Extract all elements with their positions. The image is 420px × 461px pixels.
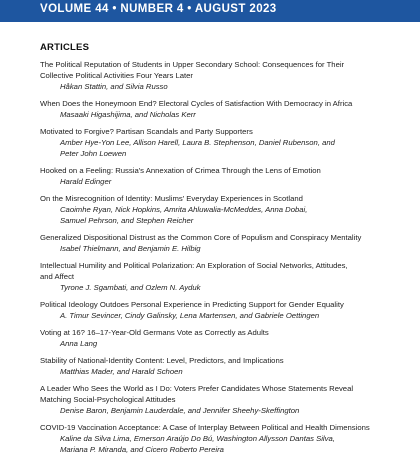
- article-authors: Harald Edinger: [60, 177, 112, 186]
- article-authors: Matthias Mader, and Harald Schoen: [60, 367, 183, 376]
- issue-volume-line: VOLUME 44 • NUMBER 4 • AUGUST 2023: [40, 3, 277, 15]
- article-authors: Håkan Stattin, and Silvia Russo: [60, 82, 168, 91]
- article-entry[interactable]: [40, 327, 420, 349]
- article-authors: Amber Hye-Yon Lee, Allison Harell, Laura B. Stephenson, Daniel Rubenson, and: [60, 138, 335, 147]
- article-title[interactable]: A Leader Who Sees the World as I Do: Voters Prefer Candidates Whose Statements Reveal: [40, 384, 354, 393]
- article-title[interactable]: When Does the Honeymoon End? Electoral Cycles of Satisfaction With Democracy in Africa: [40, 99, 353, 108]
- article-title[interactable]: The Political Reputation of Students in Upper Secondary School: Consequences for Their: [40, 60, 345, 69]
- article-authors: Masaaki Higashijima, and Nicholas Kerr: [60, 110, 196, 119]
- article-entry[interactable]: [40, 126, 420, 159]
- article-title[interactable]: Generalized Dispositional Distrust as the Common Core of Populism and Conspiracy Mentality: [40, 233, 362, 242]
- article-entry[interactable]: [40, 422, 420, 455]
- article-entry[interactable]: [40, 193, 420, 226]
- article-authors: A. Timur Sevincer, Cindy Galinsky, Lena Martensen, and Gabriele Oettingen: [60, 311, 320, 320]
- article-entry[interactable]: [40, 232, 420, 254]
- article-entry[interactable]: [40, 98, 420, 120]
- article-entry[interactable]: [40, 355, 420, 377]
- section-heading: ARTICLES: [40, 42, 90, 53]
- article-title[interactable]: Collective Political Activities Four Years Later: [40, 71, 193, 80]
- article-authors: Anna Lang: [60, 339, 98, 348]
- article-authors: Tyrone J. Sgambati, and Ozlem N. Ayduk: [60, 283, 201, 292]
- article-authors: Isabel Thielmann, and Benjamin E. Hilbig: [60, 244, 201, 253]
- article-authors: Mariana P. Miranda, and Cicero Roberto Pereira: [60, 445, 224, 454]
- issue-header-band: [0, 0, 420, 22]
- article-title[interactable]: Matching Social-Psychological Attitudes: [40, 395, 176, 404]
- article-title[interactable]: Motivated to Forgive? Partisan Scandals and Party Supporters: [40, 127, 253, 136]
- article-title[interactable]: and Affect: [40, 272, 75, 281]
- article-entry[interactable]: [40, 383, 420, 416]
- article-authors: Samuel Pehrson, and Stephen Reicher: [60, 216, 194, 225]
- article-entry[interactable]: [40, 299, 420, 321]
- article-title[interactable]: COVID-19 Vaccination Acceptance: A Case of Interplay Between Political and Health Dimensions: [40, 423, 370, 432]
- article-title[interactable]: Intellectual Humility and Political Polarization: An Exploration of Social Networks, Attitudes,: [40, 261, 348, 270]
- article-entry[interactable]: [40, 260, 420, 293]
- article-entry[interactable]: [40, 59, 420, 92]
- article-title[interactable]: Stability of National-Identity Content: Level, Predictors, and Implications: [40, 356, 284, 365]
- article-authors: Caoimhe Ryan, Nick Hopkins, Amrita Ahluwalia-McMeddes, Anna Dobai,: [60, 205, 308, 214]
- article-authors: Denise Baron, Benjamin Lauderdale, and Jennifer Sheehy-Skeffington: [60, 406, 300, 415]
- article-entry[interactable]: [40, 165, 420, 187]
- article-list: [40, 59, 420, 461]
- article-title[interactable]: Political Ideology Outdoes Personal Experience in Predicting Support for Gender Equality: [40, 300, 344, 309]
- article-title[interactable]: Hooked on a Feeling: Russia's Annexation of Crimea Through the Lens of Emotion: [40, 166, 321, 175]
- article-title[interactable]: On the Misrecognition of Identity: Muslims' Everyday Experiences in Scotland: [40, 194, 303, 203]
- article-authors: Peter John Loewen: [60, 149, 127, 158]
- article-title[interactable]: Voting at 16? 16–17-Year-Old Germans Vote as Correctly as Adults: [40, 328, 269, 337]
- article-authors: Kaline da Silva Lima, Emerson Araújo Do Bú, Washington Allysson Dantas Silva,: [60, 434, 335, 443]
